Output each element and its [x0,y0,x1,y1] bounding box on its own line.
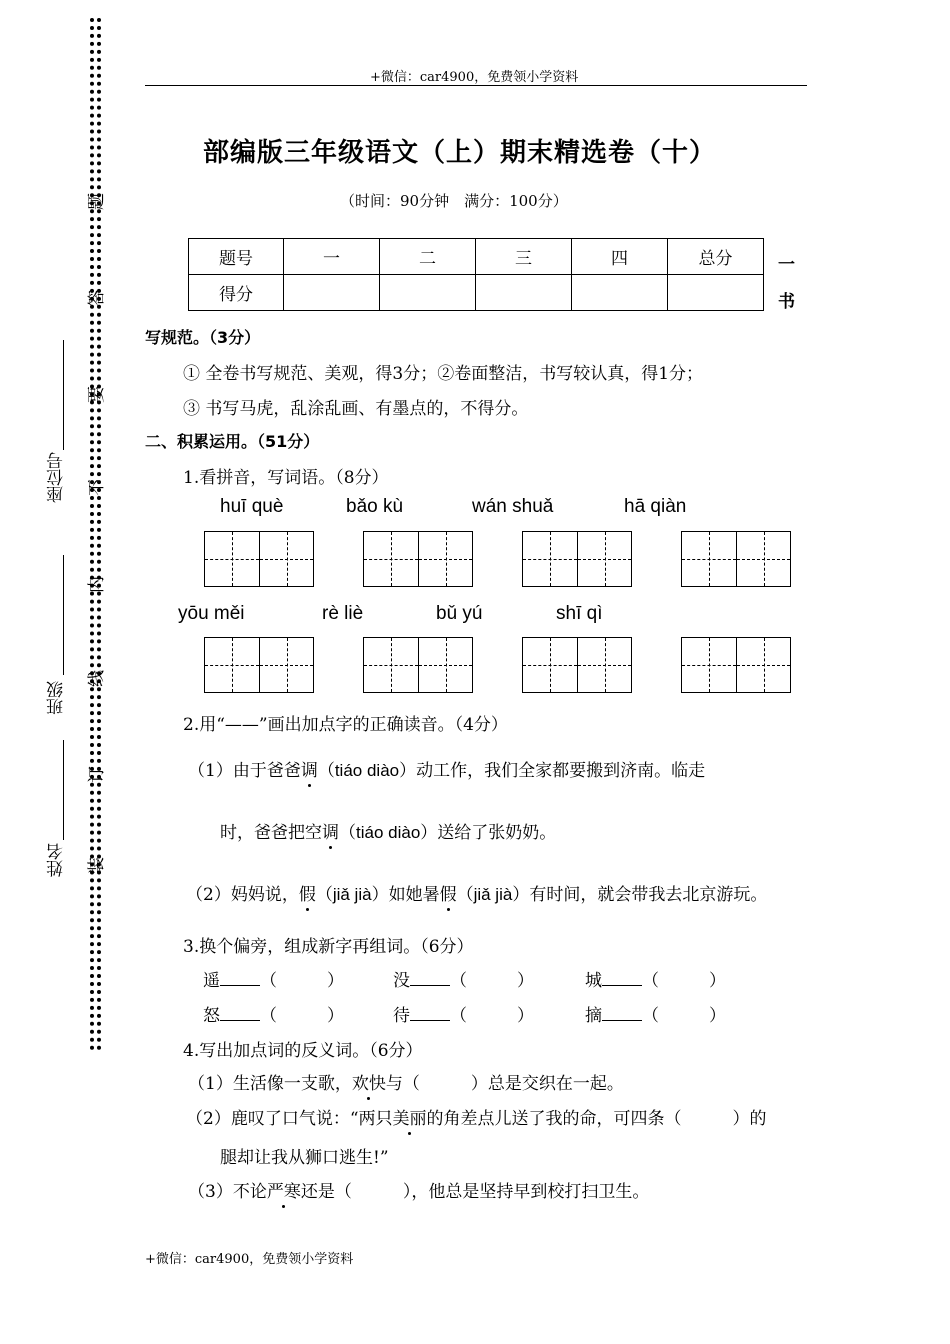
q2-s1-text2: 动工作，我们全家都要搬到济南。临走 [416,761,706,781]
writing-box[interactable] [681,531,791,587]
binding-char-3: 线 [87,670,107,687]
q2-s2-text3: 有时间，就会带我去北京游玩。 [529,885,768,905]
section2-heading: 二、积累运用。（51分） [145,432,320,451]
q2-s1-text4: 送给了张奶奶。 [437,823,557,843]
q2-sentence1-line2 [220,818,556,843]
header-note: +微信：car4900，免费领小学资料 [370,70,579,85]
q3-blank[interactable] [602,1005,642,1021]
q2-s2-text2: 如她暑 [388,885,440,905]
binding-char-1: 装 [87,857,107,874]
q1-prompt: 1.看拼音，写词语。（8分） [183,468,389,488]
exam-time-score: （时间：90分钟 满分：100分） [340,192,568,210]
q4-sentence3: （3）不论严寒还是（ ），他总是坚持早到校打扫卫生。 [188,1177,649,1202]
q3-blank[interactable] [602,970,642,986]
score-table-header-row [189,239,764,275]
q3-item-1: 遥 （ ） [203,971,344,991]
q4-sentence2-cont: 腿却让我从狮口逃生!” [220,1148,389,1168]
score-header-cell: 一 [284,239,380,275]
binding-dotted-line-inner [97,18,101,1051]
q4-s1-dotted-word: 欢快 [352,1069,386,1094]
binding-char-6: 要 [87,386,107,403]
q3-item-2: 没 （ ） [393,971,534,991]
pinyin-6: rè liè [322,603,364,624]
score-cell[interactable] [380,275,476,311]
q2-s1-dotted-char: 调 [301,756,318,781]
q2-s2-text: （2）妈妈说， [186,885,299,905]
q2-s1-dotted-char2: 调 [322,818,339,843]
score-cell[interactable] [572,275,668,311]
class-underline [63,555,64,675]
writing-box[interactable] [522,637,632,693]
score-header-cell: 题号 [189,239,284,275]
score-header-cell: 四 [572,239,668,275]
pinyin-7: bǔ yú [436,603,483,624]
q2-sentence2 [186,880,767,905]
q3-blank[interactable] [410,970,450,986]
name-label: 姓名 [47,843,67,877]
writing-box[interactable] [681,637,791,693]
writing-box[interactable] [204,531,314,587]
binding-dotted-line-outer [90,18,94,1051]
score-row-label: 得分 [189,275,284,311]
section1-line1: ① 全卷书写规范、美观，得3分；②卷面整洁，书写较认真，得1分； [183,364,704,384]
binding-char-7: 答 [87,290,107,307]
pinyin-4: hā qiàn [624,496,687,517]
q2-s1-pinyin-choice2[interactable]: （tiáo diào） [339,823,438,842]
seat-underline [63,340,64,450]
q2-s2-pinyin-choice2[interactable]: （jiǎ jià） [456,885,530,904]
q4-s3-answer-blank[interactable]: 还是（ ），他总是坚持早到校打扫卫生。 [300,1182,650,1202]
section1-heading: 写规范。（3分） [145,328,261,347]
score-header-cell: 总分 [668,239,764,275]
q3-prompt: 3.换个偏旁，组成新字再组词。（6分） [183,937,474,957]
seat-label: 座位号 [47,452,67,503]
score-header-cell: 二 [380,239,476,275]
score-cell[interactable] [476,275,572,311]
writing-box[interactable] [522,531,632,587]
binding-char-5: 不 [87,479,107,496]
q2-sentence1-line1 [188,756,705,781]
name-underline [63,740,64,840]
q4-prompt: 4.写出加点词的反义词。（6分） [183,1041,423,1061]
q3-item-4: 怒 （ ） [203,1006,344,1026]
q3-blank[interactable] [220,1005,260,1021]
q3-blank[interactable] [220,970,260,986]
header-rule [145,85,807,86]
score-cell[interactable] [668,275,764,311]
score-table [188,238,764,311]
q4-s2-dotted-word: 美丽 [393,1104,427,1129]
q2-s1-text3: 时，爸爸把空 [220,823,322,843]
page-title: 部编版三年级语文（上）期末精选卷（十） [203,138,717,168]
writing-box[interactable] [204,637,314,693]
score-header-cell: 三 [476,239,572,275]
pinyin-8: shī qì [556,603,603,624]
pinyin-3: wán shuǎ [472,496,554,517]
q2-s2-dotted-char2: 假 [440,880,457,905]
q2-s1-pinyin-choice[interactable]: （tiáo diào） [317,761,417,780]
class-label: 班级 [47,681,67,715]
section1-line2: ③ 书写马虎，乱涂乱画、有墨点的，不得分。 [183,399,529,419]
binding-char-2: 订 [87,766,107,783]
q4-s3-dotted-word: 严寒 [267,1177,301,1202]
q3-blank[interactable] [410,1005,450,1021]
score-table-score-row [189,275,764,311]
q4-sentence2: （2）鹿叹了口气说：“两只美丽的角差点儿送了我的命，可四条（ ）的 [186,1104,767,1129]
writing-box[interactable] [363,637,473,693]
writing-box[interactable] [363,531,473,587]
right-margin-char-2: 书 [778,292,795,312]
q3-item-6: 摘 （ ） [585,1006,726,1026]
q2-prompt: 2.用“——”画出加点字的正确读音。（4分） [183,715,508,735]
q4-s1-answer-blank[interactable]: 与（ ）总是交织在一起。 [385,1074,624,1094]
right-margin-char-1: 一 [778,255,795,275]
score-cell[interactable] [284,275,380,311]
q2-s1-text: （1）由于爸爸 [188,761,301,781]
q2-s2-dotted-char: 假 [299,880,316,905]
binding-char-8: 题 [87,193,107,210]
q3-item-3: 城 （ ） [585,971,726,991]
q3-item-5: 待 （ ） [393,1006,534,1026]
pinyin-5: yōu měi [178,603,245,624]
binding-char-4: 内 [87,576,107,593]
footer-note: +微信：car4900，免费领小学资料 [145,1252,354,1267]
q2-s2-pinyin-choice[interactable]: （jiǎ jià） [315,885,389,904]
pinyin-1: huī què [220,496,284,517]
q4-s2-answer-blank[interactable]: 的角差点儿送了我的命，可四条（ ）的 [426,1109,767,1129]
pinyin-2: bǎo kù [346,496,404,517]
q4-sentence1: （1）生活像一支歌，欢快与（ ）总是交织在一起。 [188,1069,624,1094]
